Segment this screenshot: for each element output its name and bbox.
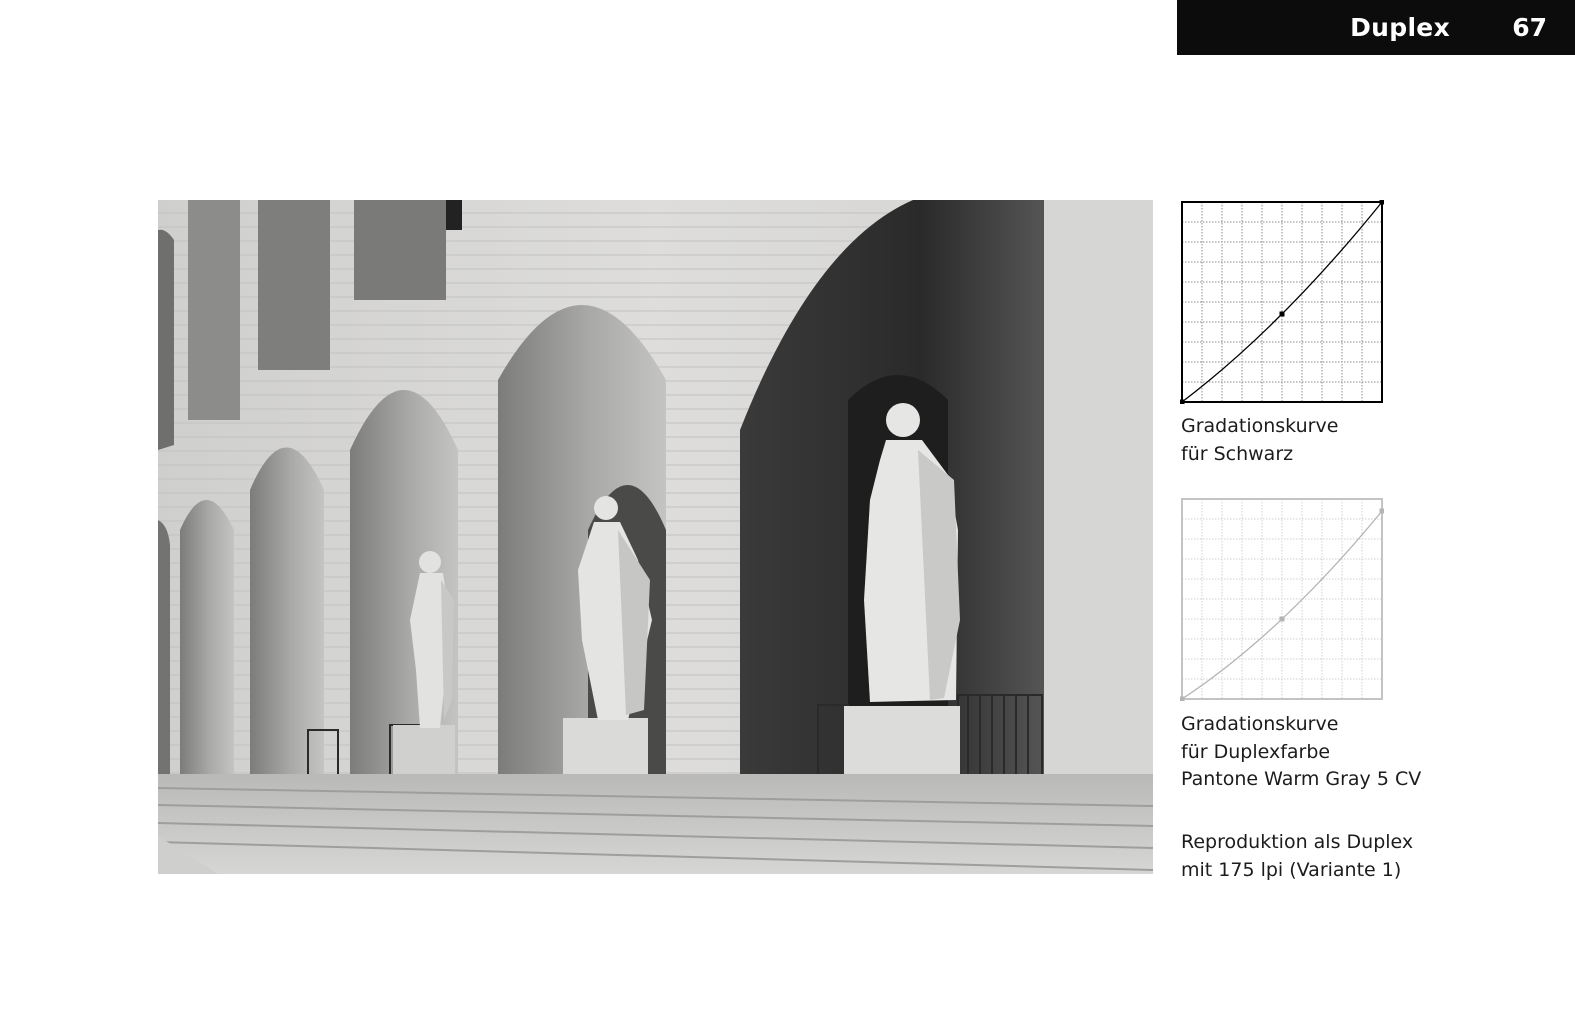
curve-point [1380,509,1385,514]
caption-duplex-curve [1181,711,1421,794]
caption-reproduction [1181,829,1413,884]
curve-point [1180,400,1185,405]
caption-line: für Duplexfarbe [1181,740,1331,763]
caption-line: Reproduktion als Duplex [1181,831,1414,853]
curve-point [1280,312,1285,317]
photograph-arcade-statues [158,200,1153,874]
gradation-curve-black [1180,200,1384,404]
section-title: Duplex [1350,13,1450,42]
caption-line: Pantone Warm Gray 5 CV [1181,768,1422,790]
caption-black-curve [1181,413,1338,468]
curve-point [1180,697,1185,702]
caption-line: mit 175 lpi (Variante 1) [1181,858,1402,881]
caption-line: für Schwarz [1181,442,1294,465]
caption-line: Gradationskurve [1181,415,1339,437]
caption-line: Gradationskurve [1181,713,1339,735]
gradation-curve-duplex [1180,497,1384,701]
curve-point [1380,200,1385,205]
page-number: 67 [1512,13,1547,42]
header-tab [1177,0,1575,55]
curve-point [1280,617,1285,622]
